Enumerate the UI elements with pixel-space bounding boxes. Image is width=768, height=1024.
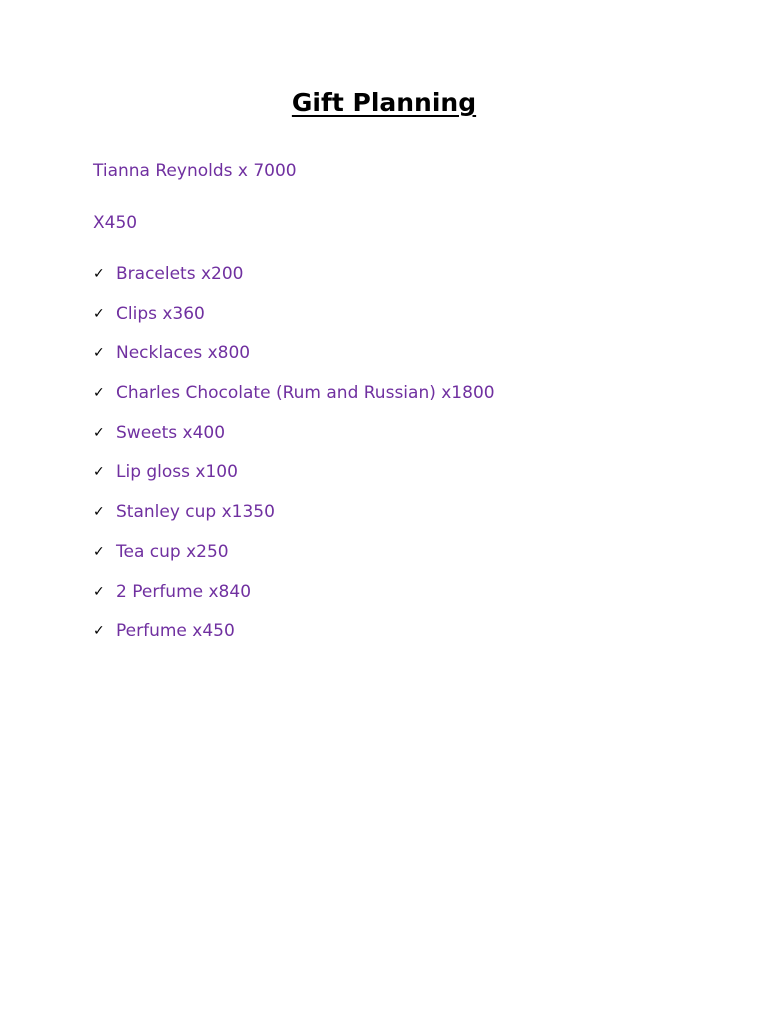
list-item-label: Lip gloss x100 xyxy=(116,462,238,483)
checkmark-icon: ✓ xyxy=(93,464,105,481)
list-item xyxy=(93,581,495,621)
page-title-text: Gift Planning xyxy=(291,88,477,117)
list-item-label: Bracelets x200 xyxy=(116,264,244,284)
list-item-label: Perfume x450 xyxy=(116,621,235,642)
checkmark-icon: ✓ xyxy=(93,543,105,560)
checkmark-icon: ✓ xyxy=(93,345,105,362)
list-item-label: Stanley cup x1350 xyxy=(116,502,275,523)
list-item-label: 2 Perfume x840 xyxy=(116,581,252,602)
list-item-label: Sweets x400 xyxy=(116,422,226,443)
checkmark-icon: ✓ xyxy=(93,424,105,441)
recipient-line: Tianna Reynolds x 7000 xyxy=(93,161,297,181)
quantity-line: X450 xyxy=(93,213,138,233)
checkmark-icon: ✓ xyxy=(93,385,105,402)
list-item xyxy=(93,461,495,501)
list-item xyxy=(93,303,495,343)
checkmark-icon: ✓ xyxy=(93,583,105,600)
gift-checklist xyxy=(93,263,495,660)
list-item xyxy=(93,620,495,660)
checkmark-icon: ✓ xyxy=(93,305,105,322)
list-item xyxy=(93,342,495,382)
list-item xyxy=(93,382,495,422)
list-item-label: Clips x360 xyxy=(116,303,205,324)
page-title xyxy=(0,86,768,120)
checkmark-icon: ✓ xyxy=(93,504,105,521)
list-item-label: Charles Chocolate (Rum and Russian) x1800 xyxy=(116,383,495,404)
list-item xyxy=(93,422,495,462)
list-item-label: Tea cup x250 xyxy=(116,541,229,562)
list-item xyxy=(93,501,495,541)
list-item xyxy=(93,541,495,581)
checkmark-icon: ✓ xyxy=(93,266,105,282)
checkmark-icon: ✓ xyxy=(93,623,105,640)
list-item xyxy=(93,263,495,303)
list-item-label: Necklaces x800 xyxy=(116,343,251,364)
